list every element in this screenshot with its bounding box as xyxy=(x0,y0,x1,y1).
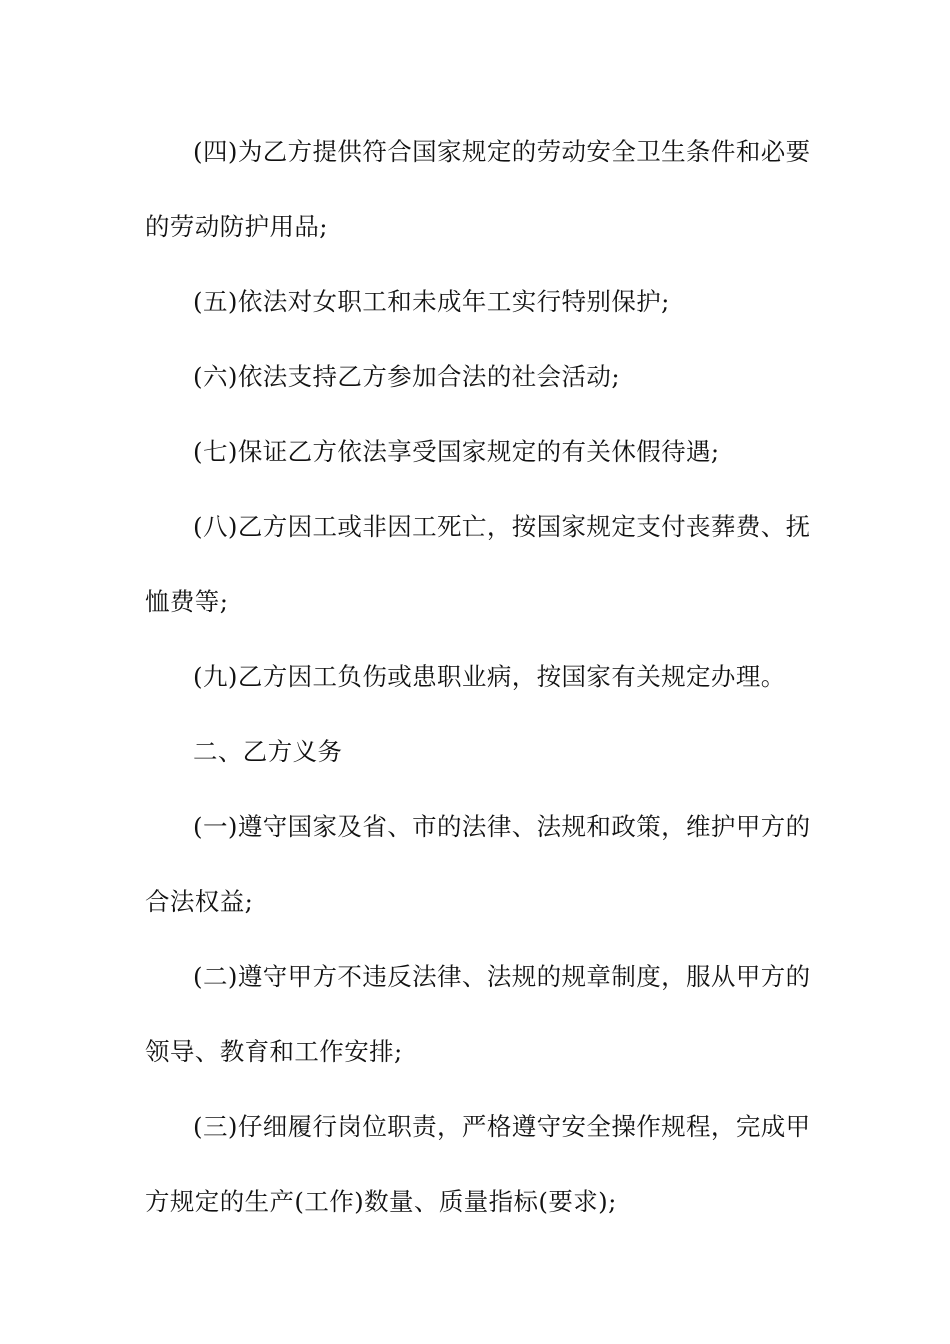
paragraph-line: (六)依法支持乙方参加合法的社会活动; xyxy=(193,362,620,391)
paragraph-line: 的劳动防护用品; xyxy=(145,212,328,241)
section-heading: 二、乙方义务 xyxy=(193,737,343,766)
paragraph-line: (九)乙方因工负伤或患职业病，按国家有关规定办理。 xyxy=(193,662,786,691)
paragraph-line: 领导、教育和工作安排; xyxy=(145,1037,403,1066)
paragraph-line: (七)保证乙方依法享受国家规定的有关休假待遇; xyxy=(193,437,720,466)
paragraph-line: (二)遵守甲方不违反法律、法规的规章制度，服从甲方的 xyxy=(193,962,811,991)
paragraph-line: (八)乙方因工或非因工死亡，按国家规定支付丧葬费、抚 xyxy=(193,512,811,541)
paragraph-line: (三)仔细履行岗位职责，严格遵守安全操作规程，完成甲 xyxy=(193,1112,811,1141)
paragraph-line: 合法权益; xyxy=(145,887,254,916)
paragraph-line: 恤费等; xyxy=(145,587,229,616)
paragraph-line: 方规定的生产(工作)数量、质量指标(要求); xyxy=(145,1187,617,1216)
paragraph-line: (一)遵守国家及省、市的法律、法规和政策，维护甲方的 xyxy=(193,812,811,841)
paragraph-line: (四)为乙方提供符合国家规定的劳动安全卫生条件和必要 xyxy=(193,137,811,166)
paragraph-line: (五)依法对女职工和未成年工实行特别保护; xyxy=(193,287,670,316)
